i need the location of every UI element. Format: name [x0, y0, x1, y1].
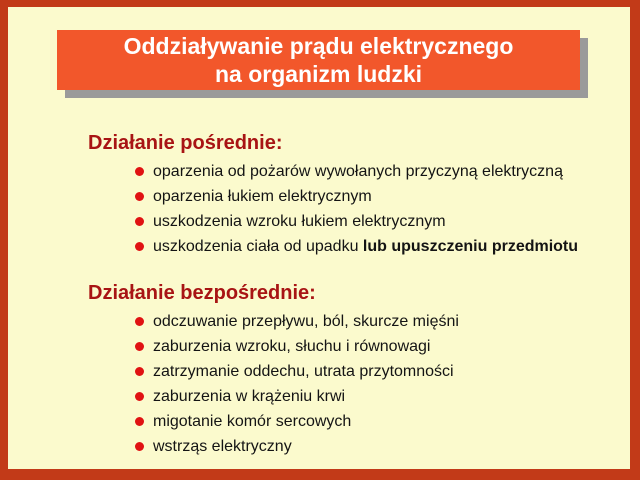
list-item-text-normal: uszkodzenia ciała od upadku	[153, 238, 363, 255]
list-item-text: zaburzenia wzroku, słuchu i równowagi	[153, 338, 431, 355]
list-item-text: oparzenia od pożarów wywołanych przyczyną elektryczną	[153, 163, 563, 180]
bullet-icon	[135, 392, 144, 401]
title-line-2: na organizm ludzki	[214, 61, 423, 87]
list-item-text: wstrząs elektryczny	[153, 438, 292, 455]
bullet-icon	[135, 367, 144, 376]
bullet-icon	[135, 192, 144, 201]
list-item	[135, 159, 630, 184]
list-item-text: oparzenia łukiem elektrycznym	[153, 188, 372, 205]
title-line-1: Oddziaływanie prądu elektrycznego	[123, 33, 514, 59]
bullet-icon	[135, 317, 144, 326]
list-item	[135, 234, 630, 259]
list-item	[135, 334, 630, 359]
list-item-text: migotanie komór sercowych	[153, 413, 352, 430]
title-banner	[57, 30, 580, 90]
list-item-text: zatrzymanie oddechu, utrata przytomności	[153, 363, 454, 380]
list-item	[135, 184, 630, 209]
list-item	[135, 409, 630, 434]
section-indirect-effects	[8, 131, 630, 259]
bullet-icon	[135, 217, 144, 226]
list-item	[135, 209, 630, 234]
indirect-effects-list	[8, 159, 630, 259]
list-item	[135, 309, 630, 334]
section-heading-indirect: Działanie pośrednie:	[88, 132, 283, 154]
list-item	[135, 434, 630, 459]
section-heading-direct: Działanie bezpośrednie:	[88, 282, 316, 304]
bullet-icon	[135, 242, 144, 251]
bullet-icon	[135, 442, 144, 451]
list-item-text: zaburzenia w krążeniu krwi	[153, 388, 346, 405]
section-direct-effects	[8, 281, 630, 459]
list-item	[135, 384, 630, 409]
bullet-icon	[135, 342, 144, 351]
list-item-text	[153, 234, 578, 259]
list-item-text: odczuwanie przepływu, ból, skurcze mięśni	[153, 313, 459, 330]
direct-effects-list	[8, 309, 630, 459]
list-item-text-bold: lub upuszczeniu przedmiotu	[362, 238, 579, 255]
bullet-icon	[135, 167, 144, 176]
list-item	[135, 359, 630, 384]
bullet-icon	[135, 417, 144, 426]
list-item-text: uszkodzenia wzroku łukiem elektrycznym	[153, 213, 446, 230]
